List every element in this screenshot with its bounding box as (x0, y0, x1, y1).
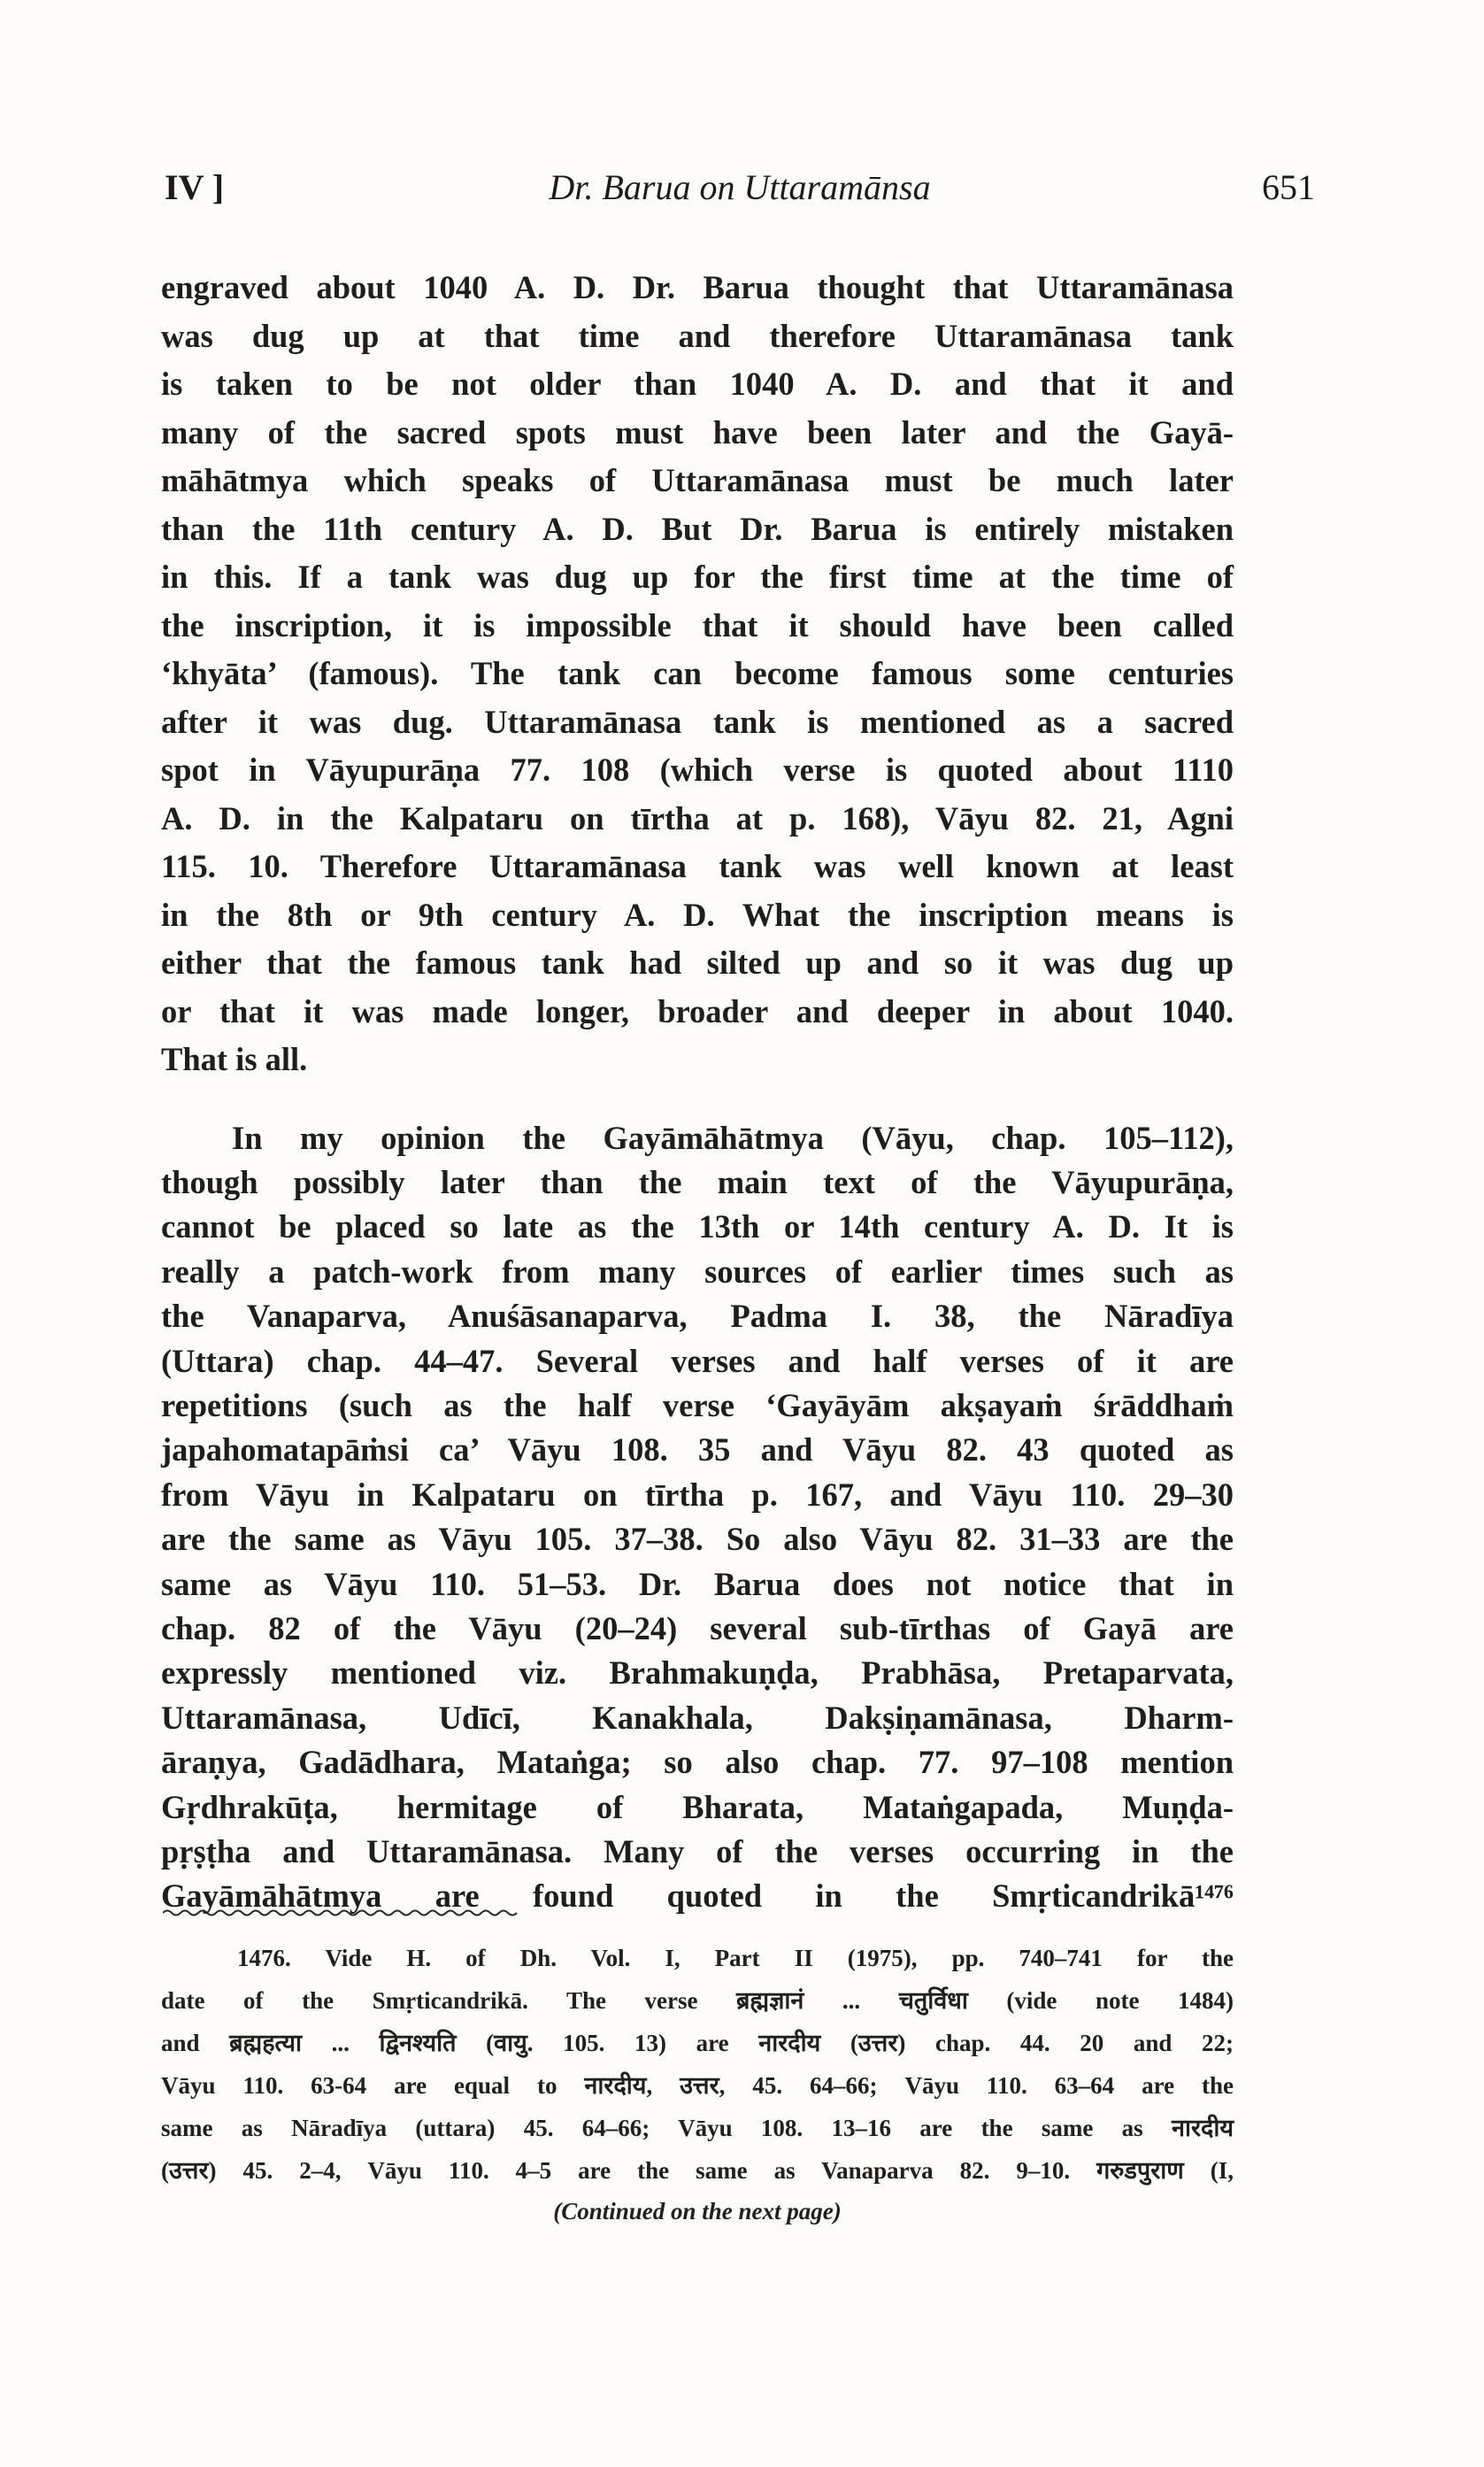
text-line: in the 8th or 9th century A. D. What the inscription means is (161, 896, 1234, 933)
text-line: is taken to be not older than 1040 A. D. and that it and (161, 366, 1234, 402)
footnote-line: same as Nāradīya (uttara) 45. 64–66; Vāyu 108. 13–16 are the same as नारदीय (161, 2115, 1234, 2141)
text-line: āraṇya, Gadādhara, Mataṅga; so also chap. 77. 97–108 mention (161, 1744, 1234, 1781)
footnote-line: date of the Smṛticandrikā. The verse ब्रह्मज्ञानं ... चतुर्विधा (vide note 1484) (161, 1987, 1234, 2014)
page-title: Dr. Barua on Uttaramānsa (549, 167, 931, 207)
text-line: from Vāyu in Kalpataru on tīrtha p. 167, and Vāyu 110. 29–30 (161, 1476, 1234, 1513)
text-line: was dug up at that time and therefore Uttaramānasa tank (161, 317, 1234, 354)
footnote-divider (163, 1908, 520, 1917)
text-line: A. D. in the Kalpataru on tīrtha at p. 168), Vāyu 82. 21, Agni (161, 799, 1234, 836)
text-line: engraved about 1040 A. D. Dr. Barua thought that Uttaramānasa (161, 269, 1234, 305)
text-line: repetitions (such as the half verse ‘Gayāyām akṣayaṁ śrāddhaṁ (161, 1386, 1234, 1423)
text-line: Gayāmāhātmya are found quoted in the Smṛticandrikā¹⁴⁷⁶ (161, 1877, 1234, 1915)
section-marker: IV ] (165, 167, 225, 207)
text-line: Uttaramānasa, Udīcī, Kanakhala, Dakṣiṇamānasa, Dharm- (161, 1699, 1234, 1736)
text-line: after it was dug. Uttaramānasa tank is mentioned as a sacred (161, 703, 1234, 740)
text-line: ‘khyāta’ (famous). The tank can become famous some centuries (161, 655, 1234, 691)
continued-note: (Continued on the next page) (553, 2198, 842, 2224)
running-header (165, 166, 1315, 220)
page-number: 651 (1262, 167, 1315, 207)
footnote-line: Vāyu 110. 63-64 are equal to नारदीय, उत्तर, 45. 64–66; Vāyu 110. 63–64 are the (161, 2072, 1234, 2099)
text-line: the inscription, it is impossible that it should have been called (161, 606, 1234, 644)
text-line: chap. 82 of the Vāyu (20–24) several sub-tīrthas of Gayā are (161, 1609, 1234, 1646)
text-line: the Vanaparva, Anuśāsanaparva, Padma I. 38, the Nāradīya (161, 1298, 1234, 1335)
text-line: japahomatapāṁsi ca’ Vāyu 108. 35 and Vāyu 82. 43 quoted as (161, 1431, 1234, 1469)
text-line: many of the sacred spots must have been later and the Gayā- (161, 413, 1234, 451)
paragraph-1 (161, 264, 1234, 1084)
text-line: really a patch-work from many sources of earlier times such as (161, 1253, 1234, 1290)
footnote-line: (उत्तर) 45. 2–4, Vāyu 110. 4–5 are the same as Vanaparva 82. 9–10. गरुडपुराण (I, (161, 2157, 1234, 2184)
text-line: That is all. (161, 1041, 308, 1077)
paragraph-2 (161, 1116, 1234, 1919)
main-text (161, 264, 1234, 1919)
text-line: Gṛdhrakūṭa, hermitage of Bharata, Mataṅgapada, Muṇḍa- (161, 1788, 1234, 1825)
text-line: In my opinion the Gayāmāhātmya (Vāyu, chap. 105–112), (232, 1119, 1234, 1156)
text-line: 115. 10. Therefore Uttaramānasa tank was well known at least (161, 848, 1234, 884)
text-line: pṛṣṭha and Uttaramānasa. Many of the verses occurring in the (161, 1833, 1234, 1870)
text-line: expressly mentioned viz. Brahmakuṇḍa, Prabhāsa, Pretaparvata, (161, 1654, 1234, 1692)
text-line: cannot be placed so late as the 13th or 14th century A. D. It is (161, 1208, 1234, 1245)
text-line: in this. If a tank was dug up for the first time at the time of (161, 559, 1234, 595)
wavy-rule-icon (163, 1908, 520, 1917)
text-line: māhātmya which speaks of Uttaramānasa must be much later (161, 462, 1234, 498)
text-line: spot in Vāyupurāṇa 77. 108 (which verse is quoted about 1110 (161, 752, 1234, 788)
text-line: same as Vāyu 110. 51–53. Dr. Barua does not notice that in (161, 1565, 1234, 1602)
text-line: than the 11th century A. D. But Dr. Barua is entirely mistaken (161, 510, 1234, 547)
footnote (161, 1937, 1234, 2232)
text-line: though possibly later than the main text of the Vāyupurāṇa, (161, 1163, 1234, 1200)
text-line: (Uttara) chap. 44–47. Several verses and half verses of it are (161, 1342, 1234, 1379)
text-line: are the same as Vāyu 105. 37–38. So also Vāyu 82. 31–33 are the (161, 1521, 1234, 1558)
text-line: either that the famous tank had silted up and so it was dug up (161, 944, 1234, 981)
footnote-line: and ब्रह्महत्या ... द्विनश्यति (वायु. 105. 13) are नारदीय (उत्तर) chap. 44. 20 and 22; (161, 2030, 1234, 2056)
footnote-line: 1476. Vide H. of Dh. Vol. I, Part II (1975), pp. 740–741 for the (237, 1945, 1234, 1971)
text-line: or that it was made longer, broader and deeper in about 1040. (161, 992, 1234, 1029)
